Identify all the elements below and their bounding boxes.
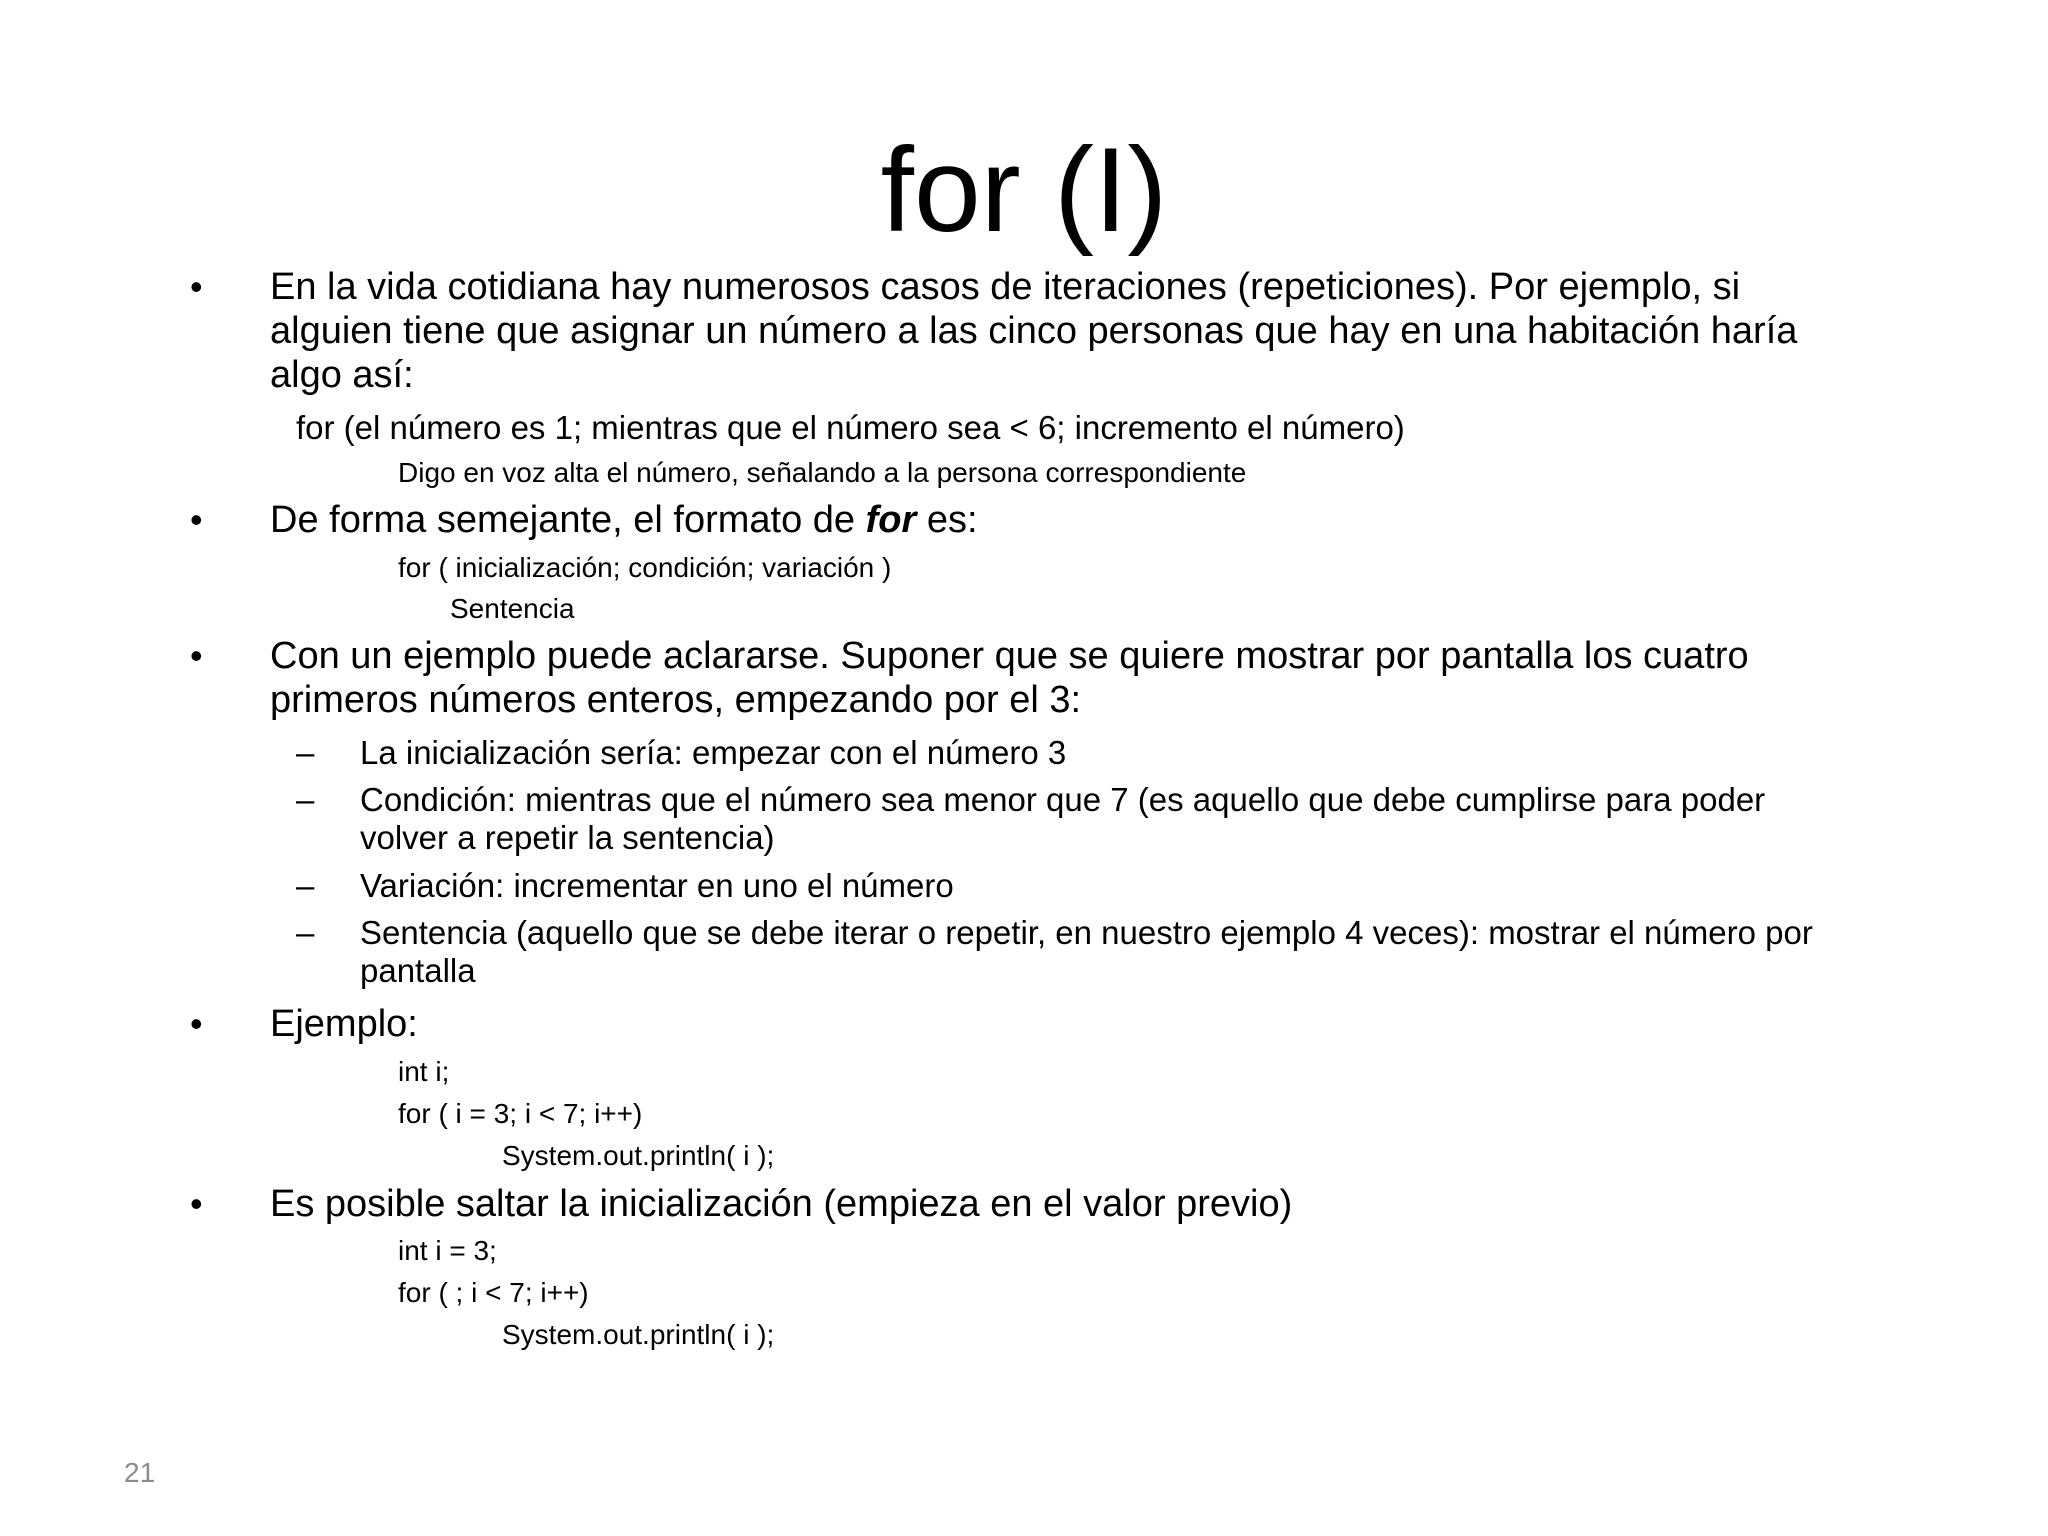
bullet4-code-line3: System.out.println( i ); bbox=[502, 1140, 775, 1171]
bullet-marker: • bbox=[190, 635, 203, 676]
bullet3-sub2-line2: volver a repetir la sentencia) bbox=[360, 819, 775, 856]
dash-marker: – bbox=[296, 867, 315, 904]
dash-marker: – bbox=[296, 781, 315, 818]
bullet3-line2: primeros números enteros, empezando por el 3: bbox=[270, 679, 1082, 721]
bullet4-text: Ejemplo: bbox=[270, 1003, 418, 1045]
bullet1-pseudocode-line2: Digo en voz alta el número, señalando a la persona correspondiente bbox=[398, 457, 1247, 488]
bullet2-text-before: De forma semejante, el formato de bbox=[270, 499, 866, 541]
bullet2-text bbox=[270, 498, 978, 542]
bullet2-keyword-for: for bbox=[865, 499, 917, 541]
bullet3-sub4-line1: Sentencia (aquello que se debe iterar o repetir, en nuestro ejemplo 4 veces): mostrar el número por bbox=[360, 914, 1813, 951]
bullet-marker: • bbox=[190, 266, 203, 307]
bullet1-line3: algo así: bbox=[270, 354, 414, 396]
bullet4-code-line1: int i; bbox=[398, 1056, 450, 1087]
bullet5-text: Es posible saltar la inicialización (empieza en el valor previo) bbox=[270, 1183, 1293, 1225]
bullet5-code-line3: System.out.println( i ); bbox=[502, 1319, 775, 1350]
bullet-marker: • bbox=[190, 1183, 203, 1224]
bullet3-sub4-line2: pantalla bbox=[360, 952, 476, 989]
bullet3-sub3: Variación: incrementar en uno el número bbox=[360, 867, 954, 904]
bullet3-sub1: La inicialización sería: empezar con el número 3 bbox=[360, 734, 1067, 771]
bullet5-code-line1: int i = 3; bbox=[398, 1235, 497, 1266]
bullet4-code-line2: for ( i = 3; i < 7; i++) bbox=[398, 1098, 643, 1129]
bullet3-line1: Con un ejemplo puede aclararse. Suponer que se quiere mostrar por pantalla los cuatro bbox=[270, 635, 1749, 677]
bullet-marker: • bbox=[190, 1003, 203, 1044]
dash-marker: – bbox=[296, 914, 315, 951]
bullet3-sub2-line1: Condición: mientras que el número sea menor que 7 (es aquello que debe cumplirse para poder bbox=[360, 781, 1766, 818]
page-number: 21 bbox=[124, 1457, 156, 1488]
dash-marker: – bbox=[296, 734, 315, 771]
bullet-marker: • bbox=[190, 499, 203, 540]
bullet1-line2: alguien tiene que asignar un número a las cinco personas que hay en una habitación haría bbox=[270, 310, 1798, 352]
bullet1-line1: En la vida cotidiana hay numerosos casos de iteraciones (repeticiones). Por ejemplo, si bbox=[270, 266, 1741, 308]
bullet1-pseudocode-line1: for (el número es 1; mientras que el número sea < 6; incremento el número) bbox=[296, 409, 1405, 446]
bullet2-code-line2: Sentencia bbox=[450, 593, 575, 624]
bullet5-code-line2: for ( ; i < 7; i++) bbox=[398, 1277, 589, 1308]
bullet2-text-after: es: bbox=[916, 499, 978, 541]
bullet2-code-line1: for ( inicialización; condición; variación ) bbox=[398, 552, 892, 583]
slide-title: for (I) bbox=[880, 123, 1168, 257]
